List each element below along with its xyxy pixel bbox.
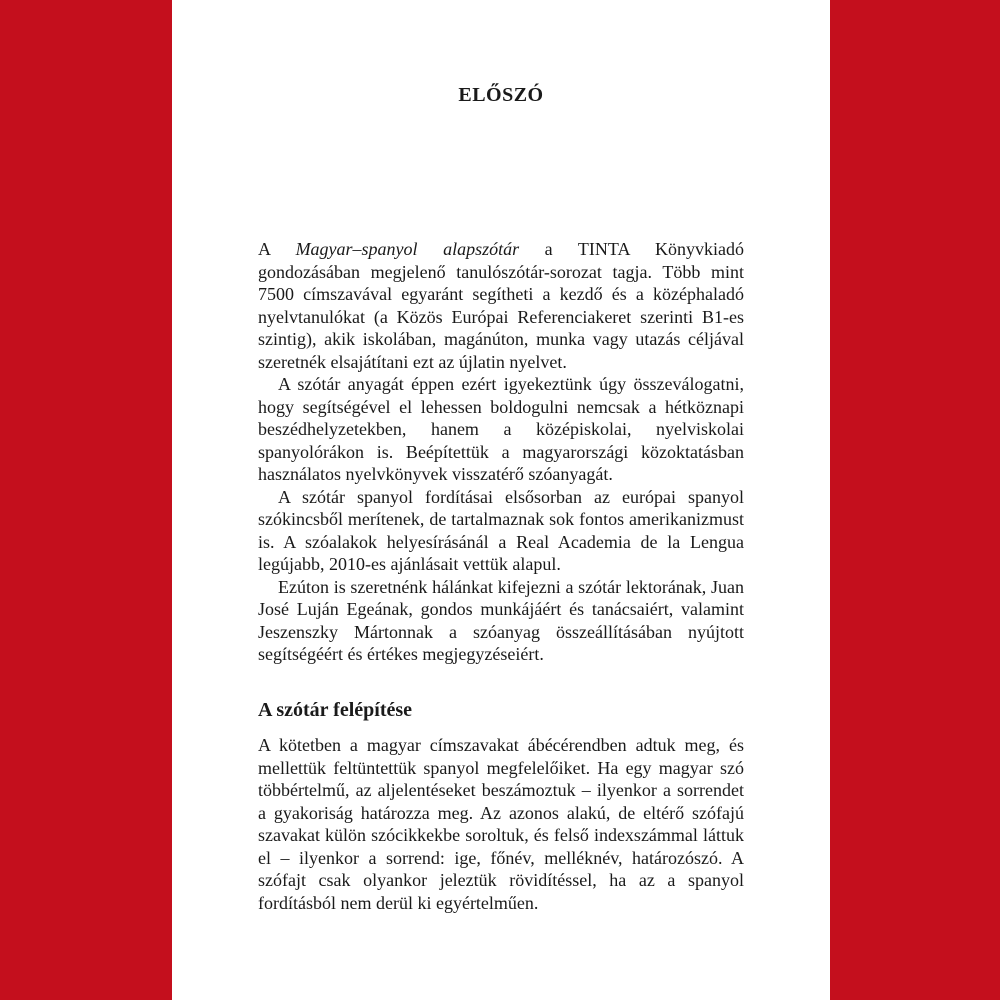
foreword-body: [258, 238, 744, 666]
foreword-paragraph-2: A szótár anyagát éppen ezért igyekeztünk úgy összeválogatni, hogy segítségével el lehessen boldogulni nemcsak a hétköznapi beszédhelyzetekben, hanem a középiskolai, nyelviskolai spanyolórákon is. Beépítettük a magyarországi közoktatásban használatos nyelvkönyvek visszatérő szóanyagát.: [258, 374, 744, 484]
section-heading: A szótár felépítése: [258, 699, 413, 721]
paragraph-lead: A: [258, 239, 296, 259]
page-title: ELŐSZÓ: [458, 84, 544, 106]
section-body: [258, 734, 744, 914]
section-paragraph-1: A kötetben a magyar címszavakat ábécérendben adtuk meg, és mellettük feltüntettük spanyol megfelelőiket. Ha egy magyar szó többértelmű, az aljelentéseket beszámoztuk – ilyenkor a sorrendet a gyakoriság határozza meg. Az azonos alakú, de eltérő szófajú szavakat külön szócikkekbe soroltuk, és felső indexszámmal láttuk el – ilyenkor a sorrend: ige, főnév, melléknév, határozószó. A szófajt csak olyankor jeleztük rövidítéssel, ha az a spanyol fordításból nem derül ki egyértelműen.: [258, 735, 744, 913]
paragraph-rest: a TINTA Könyvkiadó gondozásában megjelenő tanulószótár-sorozat tagja. Több mint 7500 címszavával egyaránt segítheti a kezdő és a középhaladó nyelvtanulókat (a Közös Európai Referenciakeret szerinti B1-es szintig), akik iskolában, magánúton, munka vagy utazás céljával szeretnék elsajátítani ezt az újlatin nyelvet.: [258, 239, 744, 372]
foreword-paragraph-3: A szótár spanyol fordításai elsősorban az európai spanyol szókincsből merítenek, de tartalmaznak sok fontos amerikanizmust is. A szóalakok helyesírásánál a Real Academia de la Lengua legújabb, 2010-es ajánlásait vettük alapul.: [258, 486, 744, 574]
foreword-paragraph-1: [258, 238, 744, 373]
foreword-paragraph-4: Ezúton is szeretnénk hálánkat kifejezni a szótár lektorának, Juan José Luján Egeának, gondos munkájáért és tanácsaiért, valamint Jeszenszky Mártonnak a szóanyag összeállításában nyújtott segítségéért és értékes megjegyzéseiért.: [258, 576, 744, 664]
book-page: [172, 0, 830, 1000]
book-title-italic: Magyar–spanyol alapszótár: [295, 239, 520, 259]
